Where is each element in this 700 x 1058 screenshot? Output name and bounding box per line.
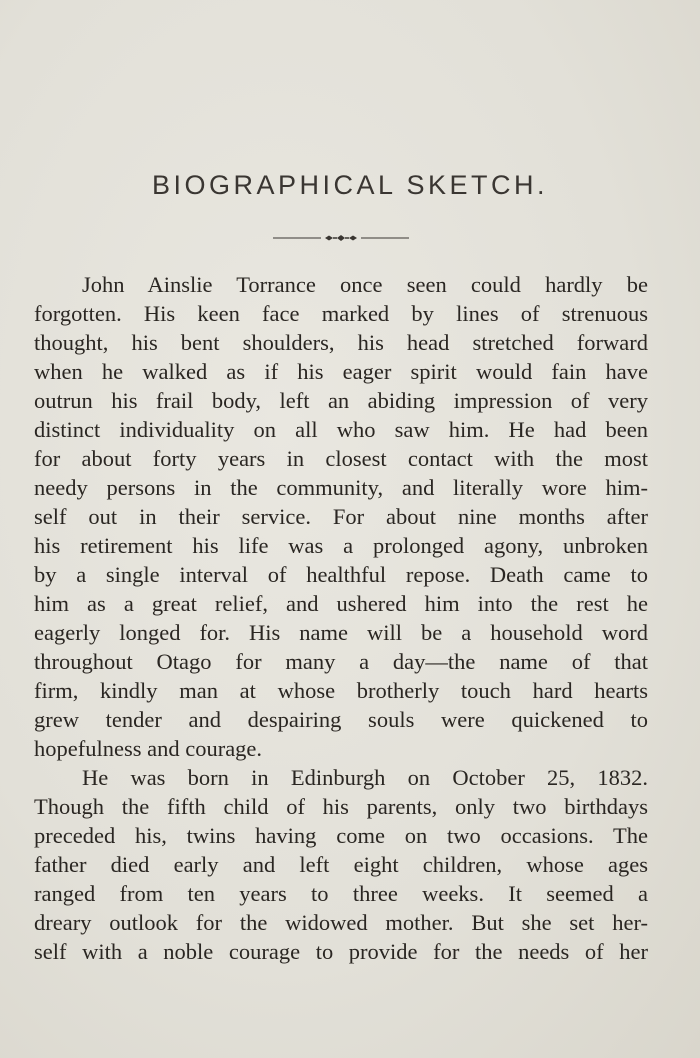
body-text: [34, 270, 648, 966]
chapter-heading: BIOGRAPHICAL SKETCH.: [151, 170, 549, 200]
text-line: grew tender and despairing souls were quickened to: [34, 707, 648, 732]
text-line: forgotten. His keen face marked by lines of strenuous: [34, 301, 648, 326]
ornament-divider: [271, 228, 411, 248]
text-line: Though the fifth child of his parents, only two birthdays: [34, 794, 648, 819]
text-line: self with a noble courage to provide for the needs of her: [34, 939, 648, 964]
text-line: for about forty years in closest contact with the most: [34, 446, 648, 471]
text-line: thought, his bent shoulders, his head stretched forward: [34, 330, 648, 355]
text-line: throughout Otago for many a day—the name of that: [34, 649, 648, 674]
text-line: father died early and left eight children, whose ages: [34, 852, 648, 877]
text-line: outrun his frail body, left an abiding impression of very: [34, 388, 648, 413]
text-line: firm, kindly man at whose brotherly touch hard hearts: [34, 678, 648, 703]
text-line: John Ainslie Torrance once seen could hardly be: [82, 272, 648, 297]
text-line: preceded his, twins having come on two occasions. The: [34, 823, 648, 848]
text-line: hopefulness and courage.: [34, 736, 263, 761]
text-line: eagerly longed for. His name will be a household word: [34, 620, 648, 645]
text-line: his retirement his life was a prolonged agony, unbroken: [34, 533, 648, 558]
text-line: when he walked as if his eager spirit would fain have: [34, 359, 648, 384]
text-line: distinct individuality on all who saw him. He had been: [34, 417, 648, 442]
paragraph-1: [34, 270, 648, 763]
text-line: him as a great relief, and ushered him into the rest he: [34, 591, 648, 616]
text-line: He was born in Edinburgh on October 25, 1832.: [82, 765, 648, 790]
text-line: self out in their service. For about nine months after: [34, 504, 648, 529]
paragraph-2: [34, 763, 648, 966]
text-line: by a single interval of healthful repose. Death came to: [34, 562, 648, 587]
text-line: needy persons in the community, and literally wore him-: [34, 475, 648, 500]
text-line: ranged from ten years to three weeks. It seemed a: [34, 881, 648, 906]
text-line: dreary outlook for the widowed mother. But she set her-: [34, 910, 648, 935]
